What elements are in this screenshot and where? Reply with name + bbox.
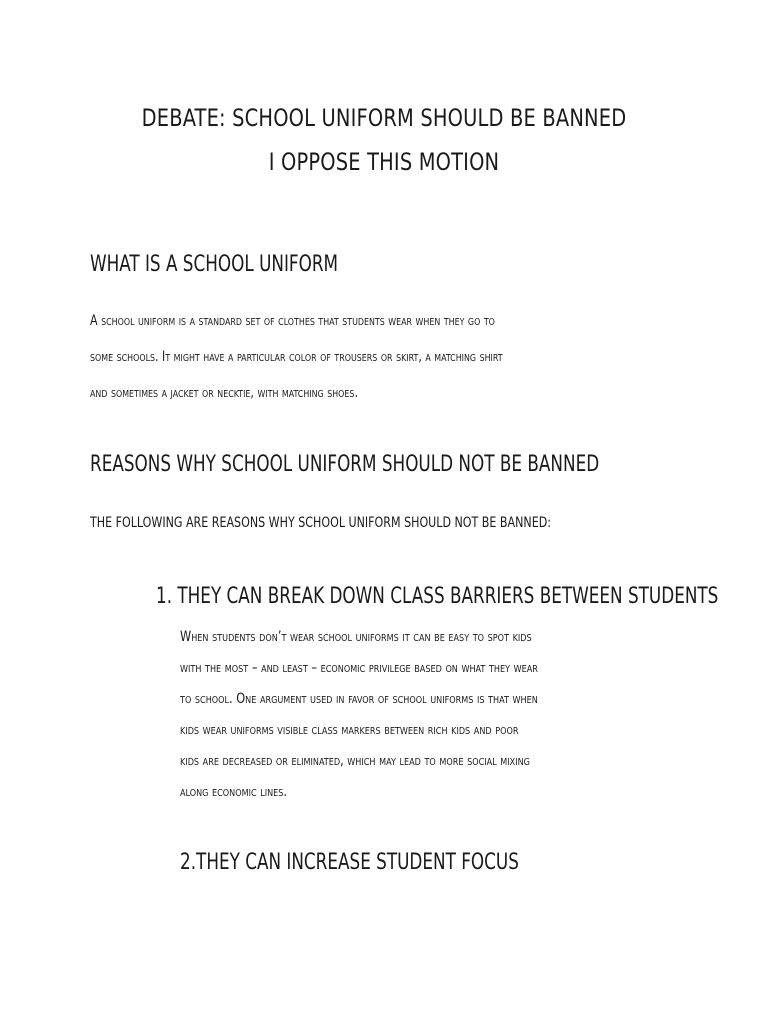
section-intro <box>90 505 653 541</box>
list-item-body-line: kids wear uniforms visible class markers between rich kids and poor <box>180 722 519 738</box>
list-item-1-body <box>180 622 684 808</box>
paragraph-line: and sometimes a jacket or necktie, with matching shoes. <box>90 385 358 401</box>
list-item-body-line: with the most – and least – economic privilege based on what they wear <box>180 660 538 676</box>
list-item-1-heading: 1. THEY CAN BREAK DOWN CLASS BARRIERS BETWEEN STUDENTS <box>156 584 719 609</box>
title-line-1: DEBATE: SCHOOL UNIFORM SHOULD BE BANNED <box>141 104 627 132</box>
paragraph-line: some schools. It might have a particular color of trousers or skirt, a matching shirt <box>90 349 503 365</box>
list-item-body-line: kids are decreased or eliminated, which may lead to more social mixing <box>180 753 530 769</box>
list-item-2-heading: 2.THEY CAN INCREASE STUDENT FOCUS <box>180 850 519 875</box>
list-item-body-line: When students don’t wear school uniforms it can be easy to spot kids <box>180 629 532 645</box>
intro-line: THE FOLLOWING ARE REASONS WHY SCHOOL UNIFORM SHOULD NOT BE BANNED: <box>90 515 551 531</box>
section-heading-reasons: REASONS WHY SCHOOL UNIFORM SHOULD NOT BE BANNED <box>90 452 600 477</box>
paragraph-line: A school uniform is a standard set of clothes that students wear when they go to <box>90 313 495 329</box>
section-paragraph-definition <box>90 303 653 411</box>
title-line-2: I OPPOSE THIS MOTION <box>268 148 500 176</box>
document-title <box>0 96 768 184</box>
list-item-body-line: along economic lines. <box>180 784 288 800</box>
section-heading-what-is: WHAT IS A SCHOOL UNIFORM <box>90 252 339 277</box>
list-item-body-line: to school. One argument used in favor of school uniforms is that when <box>180 691 538 707</box>
